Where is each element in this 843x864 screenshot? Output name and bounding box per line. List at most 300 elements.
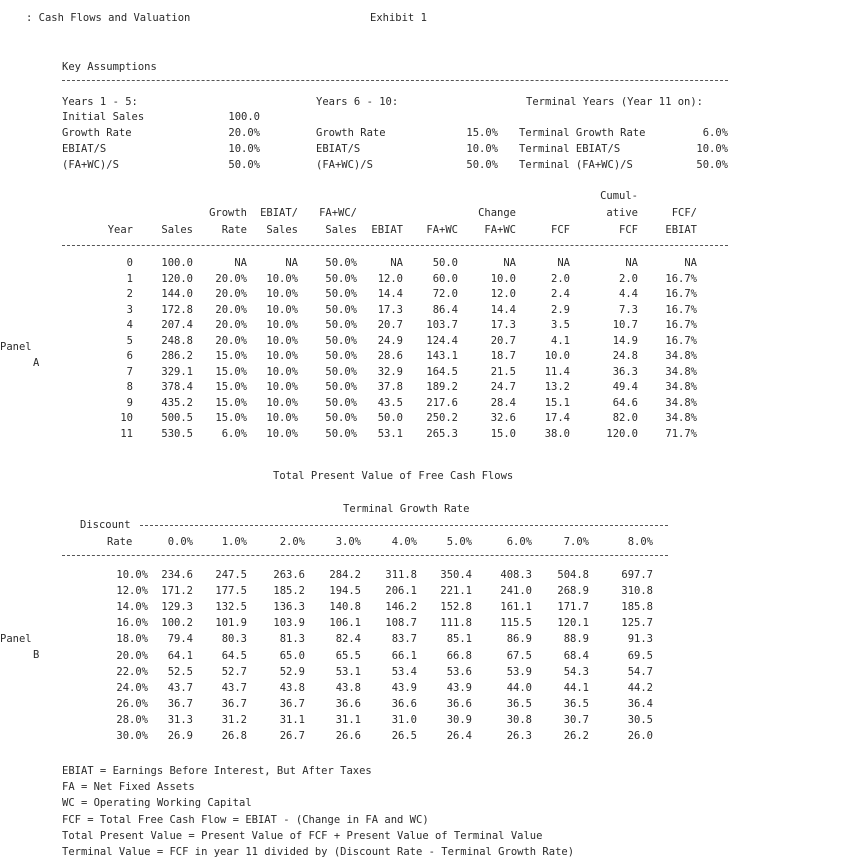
growth-rate-header: 8.0% <box>627 536 653 548</box>
table-cell: 9 <box>126 396 133 409</box>
footnote: WC = Operating Working Capital <box>62 797 252 810</box>
table-cell: 221.1 <box>440 585 472 598</box>
table-cell: 32.9 <box>377 365 403 378</box>
table-cell: 120.0 <box>606 427 638 440</box>
table-cell: 26.6 <box>335 730 361 742</box>
table-cell: NA <box>503 257 516 269</box>
table-cell: 53.9 <box>506 665 532 678</box>
table-cell: 50.0% <box>325 350 357 362</box>
table-cell: 13.2 <box>544 381 570 393</box>
panel-b-label: Panel <box>0 633 32 645</box>
table-cell: 378.4 <box>161 381 193 393</box>
table-cell: 106.1 <box>329 617 361 630</box>
discount-rate-cell: 18.0% <box>116 633 148 646</box>
table-cell: 7 <box>126 365 133 378</box>
assumption-label: Growth Rate <box>62 127 132 139</box>
discount-rate-cell: 30.0% <box>116 730 148 742</box>
table-cell: 17.4 <box>544 412 570 424</box>
table-cell: NA <box>390 257 403 269</box>
discount-rate-cell: 24.0% <box>116 681 148 694</box>
table-cell: 435.2 <box>161 396 193 409</box>
table-cell: 136.3 <box>273 601 305 614</box>
growth-rate-header: 5.0% <box>446 536 472 548</box>
table-cell: 53.4 <box>391 665 417 678</box>
panel-b-title: Total Present Value of Free Cash Flows <box>273 470 514 482</box>
discount-label: Discount <box>80 519 131 531</box>
assumption-label: Terminal EBIAT/S <box>519 143 621 155</box>
table-cell: 152.8 <box>440 601 472 614</box>
column-header: FCF/ <box>671 207 697 219</box>
table-cell: 31.3 <box>167 713 193 726</box>
table-cell: 91.3 <box>627 633 653 646</box>
table-cell: 17.3 <box>377 303 403 316</box>
table-cell: 26.7 <box>279 730 305 742</box>
footnote: Total Present Value = Present Value of FCF + Present Value of Terminal Value <box>62 829 543 842</box>
assumption-value: 50.0% <box>228 159 260 171</box>
assumption-label: EBIAT/S <box>316 143 361 155</box>
table-cell: 185.8 <box>621 601 653 614</box>
table-cell: 36.6 <box>446 697 472 710</box>
footnote: EBIAT = Earnings Before Interest, But After Taxes <box>62 765 372 777</box>
assumption-label: (FA+WC)/S <box>316 159 373 171</box>
table-cell: 43.8 <box>279 681 305 694</box>
table-cell: 50.0 <box>432 257 458 269</box>
table-cell: 50.0% <box>325 319 357 331</box>
table-cell: 11.4 <box>544 365 570 378</box>
exhibit-label: Exhibit 1 <box>370 12 427 24</box>
table-cell: 20.0% <box>215 288 247 300</box>
table-cell: 171.7 <box>557 601 589 614</box>
table-cell: 31.1 <box>279 713 305 726</box>
table-cell: 101.9 <box>215 617 247 630</box>
table-cell: 248.8 <box>161 334 193 347</box>
table-cell: 10.0% <box>266 350 298 362</box>
table-cell: 4.4 <box>619 288 638 300</box>
table-cell: 103.9 <box>273 617 305 630</box>
table-cell: 0 <box>126 257 133 269</box>
table-cell: 52.9 <box>279 665 305 678</box>
table-cell: 50.0% <box>325 381 357 393</box>
table-cell: 86.9 <box>506 633 532 646</box>
column-header: EBIAT/ <box>260 207 298 219</box>
table-cell: 206.1 <box>385 585 417 598</box>
table-cell: 172.8 <box>161 303 193 316</box>
table-cell: 30.7 <box>563 713 589 726</box>
table-cell: 207.4 <box>161 319 193 331</box>
table-cell: 14.9 <box>612 334 638 347</box>
table-cell: NA <box>684 257 697 269</box>
column-header: ative <box>606 207 638 219</box>
table-cell: 16.7% <box>665 288 697 300</box>
table-cell: 103.7 <box>426 319 458 331</box>
table-cell: 530.5 <box>161 427 193 440</box>
table-cell: 10.0% <box>266 427 298 440</box>
table-cell: 310.8 <box>621 585 653 598</box>
table-cell: 26.0 <box>627 730 653 742</box>
table-cell: 82.4 <box>335 633 361 646</box>
table-cell: 10.0% <box>266 288 298 300</box>
table-cell: 124.4 <box>426 334 458 347</box>
terminal-growth-rate-label: Terminal Growth Rate <box>343 503 470 515</box>
table-cell: 12.0 <box>490 288 516 300</box>
table-cell: 80.3 <box>221 633 247 646</box>
table-cell: 3.5 <box>551 319 570 331</box>
table-cell: 10.0% <box>266 334 298 347</box>
table-cell: NA <box>557 257 570 269</box>
assumption-value: 50.0% <box>696 159 728 171</box>
table-cell: 10.0 <box>544 350 570 362</box>
table-cell: 194.5 <box>329 585 361 598</box>
table-cell: 10.0% <box>266 412 298 424</box>
table-cell: 31.2 <box>221 713 247 726</box>
table-cell: 250.2 <box>426 412 458 424</box>
table-cell: 30.8 <box>506 713 532 726</box>
years-1-5-title: Years 1 - 5: <box>62 96 138 108</box>
panel-a-letter: A <box>33 357 40 369</box>
key-assumptions-heading: Key Assumptions <box>62 61 157 73</box>
growth-rate-header: 2.0% <box>279 536 305 548</box>
table-cell: 10.0% <box>266 396 298 409</box>
table-cell: NA <box>625 257 638 269</box>
table-cell: 71.7% <box>665 427 697 440</box>
table-cell: 69.5 <box>627 649 653 662</box>
table-cell: 7.3 <box>619 303 638 316</box>
table-cell: 64.6 <box>612 396 638 409</box>
assumption-value: 15.0% <box>466 127 498 139</box>
column-header: Sales <box>266 224 298 236</box>
assumption-label: EBIAT/S <box>62 143 107 155</box>
table-cell: 164.5 <box>426 365 458 378</box>
table-cell: 132.5 <box>215 601 247 614</box>
table-cell: 24.8 <box>612 350 638 362</box>
discount-rate-cell: 28.0% <box>116 713 148 726</box>
footnote: FA = Net Fixed Assets <box>62 781 195 794</box>
table-cell: 36.7 <box>221 697 247 710</box>
table-cell: 20.7 <box>490 334 516 347</box>
table-cell: 53.6 <box>446 665 472 678</box>
table-cell: 171.2 <box>161 585 193 598</box>
growth-rate-header: 0.0% <box>167 536 193 548</box>
table-cell: 143.1 <box>426 350 458 362</box>
table-cell: 54.3 <box>563 665 589 678</box>
growth-rate-header: 1.0% <box>221 536 247 548</box>
table-cell: 5 <box>126 334 133 347</box>
discount-rate-cell: 10.0% <box>116 569 148 581</box>
table-cell: 43.8 <box>335 681 361 694</box>
table-cell: 72.0 <box>432 288 458 300</box>
assumption-label: (FA+WC)/S <box>62 159 119 171</box>
table-cell: 26.4 <box>446 730 472 742</box>
column-header: Rate <box>221 224 247 236</box>
table-cell: 4 <box>126 319 133 331</box>
table-cell: 50.0% <box>325 334 357 347</box>
table-cell: 10.0% <box>266 303 298 316</box>
table-cell: 20.0% <box>215 334 247 347</box>
divider <box>62 555 668 556</box>
table-cell: 36.7 <box>279 697 305 710</box>
assumption-label: Growth Rate <box>316 127 386 139</box>
panel-b-letter: B <box>33 649 40 661</box>
column-header: FA+WC <box>426 224 458 236</box>
table-cell: 28.6 <box>377 350 403 362</box>
table-cell: 26.2 <box>563 730 589 742</box>
table-cell: 65.5 <box>335 649 361 662</box>
column-header: Change <box>478 207 516 219</box>
table-cell: 6 <box>126 350 133 362</box>
table-cell: 31.0 <box>391 713 417 726</box>
column-header: Growth <box>209 207 247 219</box>
table-cell: 66.1 <box>391 649 417 662</box>
table-cell: 20.0% <box>215 303 247 316</box>
table-cell: 15.0% <box>215 350 247 362</box>
table-cell: 34.8% <box>665 381 697 393</box>
table-cell: 43.9 <box>391 681 417 694</box>
table-cell: 161.1 <box>500 601 532 614</box>
table-cell: 53.1 <box>335 665 361 678</box>
table-cell: 50.0% <box>325 303 357 316</box>
years-6-10-title: Years 6 - 10: <box>316 96 399 108</box>
table-cell: 43.7 <box>167 681 193 694</box>
footnote: FCF = Total Free Cash Flow = EBIAT - (Change in FA and WC) <box>62 813 429 826</box>
table-cell: 234.6 <box>161 569 193 581</box>
table-cell: 36.4 <box>627 697 653 710</box>
table-cell: 44.2 <box>627 681 653 694</box>
table-cell: 36.6 <box>335 697 361 710</box>
divider <box>62 80 728 81</box>
table-cell: 36.6 <box>391 697 417 710</box>
table-cell: 36.5 <box>506 697 532 710</box>
table-cell: 26.3 <box>506 730 532 742</box>
table-cell: 115.5 <box>500 617 532 630</box>
assumption-label: Terminal Growth Rate <box>519 127 646 139</box>
table-cell: 64.5 <box>221 649 247 662</box>
discount-rate-cell: 12.0% <box>116 585 148 598</box>
growth-rate-header: 3.0% <box>335 536 361 548</box>
assumption-label: Initial Sales <box>62 111 145 123</box>
table-cell: 108.7 <box>385 617 417 630</box>
table-cell: 34.8% <box>665 365 697 378</box>
table-cell: 120.0 <box>161 272 193 285</box>
table-cell: 44.0 <box>506 681 532 694</box>
footnote: Terminal Value = FCF in year 11 divided by (Discount Rate - Terminal Growth Rate) <box>62 846 575 858</box>
table-cell: 50.0% <box>325 257 357 269</box>
table-cell: 50.0% <box>325 272 357 285</box>
table-cell: 140.8 <box>329 601 361 614</box>
table-cell: 500.5 <box>161 412 193 424</box>
table-cell: 17.3 <box>490 319 516 331</box>
table-cell: 329.1 <box>161 365 193 378</box>
column-header: Sales <box>161 224 193 236</box>
table-cell: 247.5 <box>215 569 247 581</box>
table-cell: 185.2 <box>273 585 305 598</box>
table-cell: 36.3 <box>612 365 638 378</box>
discount-rate-cell: 26.0% <box>116 697 148 710</box>
discount-rate-cell: 16.0% <box>116 617 148 630</box>
table-cell: 15.1 <box>544 396 570 409</box>
table-cell: 146.2 <box>385 601 417 614</box>
table-cell: 82.0 <box>612 412 638 424</box>
table-cell: 83.7 <box>391 633 417 646</box>
table-cell: 50.0% <box>325 288 357 300</box>
table-cell: 286.2 <box>161 350 193 362</box>
column-header: EBIAT <box>371 224 403 236</box>
document-title: : Cash Flows and Valuation <box>26 12 191 24</box>
discount-rate-cell: 22.0% <box>116 665 148 678</box>
assumption-value: 20.0% <box>228 127 260 139</box>
terminal-years-title: Terminal Years (Year 11 on): <box>526 96 704 108</box>
table-cell: 28.4 <box>490 396 516 409</box>
table-cell: 79.4 <box>167 633 193 646</box>
assumption-value: 6.0% <box>702 127 728 139</box>
table-cell: 68.4 <box>563 649 589 662</box>
discount-rate-cell: 20.0% <box>116 649 148 662</box>
table-cell: 67.5 <box>506 649 532 662</box>
assumption-value: 10.0% <box>696 143 728 155</box>
table-cell: 10.0% <box>266 272 298 285</box>
table-cell: 697.7 <box>621 569 653 581</box>
table-cell: 36.7 <box>167 697 193 710</box>
table-cell: 81.3 <box>279 633 305 646</box>
table-cell: 20.0% <box>215 319 247 331</box>
table-cell: 2.0 <box>619 272 638 285</box>
growth-rate-header: 4.0% <box>391 536 417 548</box>
column-header: FA+WC <box>484 224 516 236</box>
table-cell: 177.5 <box>215 585 247 598</box>
table-cell: 66.8 <box>446 649 472 662</box>
table-cell: 32.6 <box>490 412 516 424</box>
table-cell: 12.0 <box>377 272 403 285</box>
table-cell: 504.8 <box>557 569 589 581</box>
table-cell: 15.0% <box>215 396 247 409</box>
table-cell: 15.0% <box>215 381 247 393</box>
assumption-value: 100.0 <box>228 111 260 123</box>
table-cell: 26.9 <box>167 730 193 742</box>
table-cell: 408.3 <box>500 569 532 581</box>
divider <box>140 525 668 526</box>
table-cell: 30.9 <box>446 713 472 726</box>
table-cell: 50.0% <box>325 412 357 424</box>
table-cell: 26.5 <box>391 730 417 742</box>
table-cell: 144.0 <box>161 288 193 300</box>
table-cell: 10.0% <box>266 381 298 393</box>
table-cell: NA <box>285 257 298 269</box>
table-cell: 8 <box>126 381 133 393</box>
column-header: FCF <box>619 224 638 236</box>
column-header: FA+WC/ <box>319 207 357 219</box>
table-cell: 16.7% <box>665 303 697 316</box>
column-header: Year <box>107 224 133 236</box>
table-cell: 2 <box>126 288 133 300</box>
column-header: Sales <box>325 224 357 236</box>
table-cell: 30.5 <box>627 713 653 726</box>
table-cell: 14.4 <box>377 288 403 300</box>
table-cell: 34.8% <box>665 396 697 409</box>
discount-rate-cell: 14.0% <box>116 601 148 614</box>
table-cell: 6.0% <box>221 427 247 440</box>
table-cell: 24.7 <box>490 381 516 393</box>
table-cell: 10.0% <box>266 319 298 331</box>
table-cell: 43.5 <box>377 396 403 409</box>
table-cell: 129.3 <box>161 601 193 614</box>
table-cell: 37.8 <box>377 381 403 393</box>
table-cell: 268.9 <box>557 585 589 598</box>
table-cell: 311.8 <box>385 569 417 581</box>
table-cell: 43.9 <box>446 681 472 694</box>
table-cell: 100.2 <box>161 617 193 630</box>
column-header: FCF <box>551 224 570 236</box>
table-cell: 24.9 <box>377 334 403 347</box>
table-cell: 50.0% <box>325 365 357 378</box>
table-cell: 14.4 <box>490 303 516 316</box>
assumption-value: 10.0% <box>228 143 260 155</box>
table-cell: 10.0 <box>490 272 516 285</box>
table-cell: 20.0% <box>215 272 247 285</box>
table-cell: 20.7 <box>377 319 403 331</box>
table-cell: 263.6 <box>273 569 305 581</box>
table-cell: 15.0 <box>490 427 516 440</box>
table-cell: 2.9 <box>551 303 570 316</box>
table-cell: 54.7 <box>627 665 653 678</box>
table-cell: 217.6 <box>426 396 458 409</box>
assumption-label: Terminal (FA+WC)/S <box>519 159 633 171</box>
table-cell: 60.0 <box>432 272 458 285</box>
table-cell: 2.4 <box>551 288 570 300</box>
table-cell: 50.0% <box>325 427 357 440</box>
table-cell: 11 <box>120 427 133 440</box>
column-header: EBIAT <box>665 224 697 236</box>
table-cell: 125.7 <box>621 617 653 630</box>
growth-rate-header: 7.0% <box>563 536 589 548</box>
table-cell: 10.0% <box>266 365 298 378</box>
table-cell: 241.0 <box>500 585 532 598</box>
rate-label: Rate <box>107 536 133 548</box>
table-cell: 34.8% <box>665 350 697 362</box>
table-cell: 50.0 <box>377 412 403 424</box>
column-header: Cumul- <box>600 190 638 202</box>
table-cell: 284.2 <box>329 569 361 581</box>
table-cell: 16.7% <box>665 272 697 285</box>
table-cell: 10.7 <box>612 319 638 331</box>
table-cell: 21.5 <box>490 365 516 378</box>
table-cell: 2.0 <box>551 272 570 285</box>
table-cell: 65.0 <box>279 649 305 662</box>
table-cell: 100.0 <box>161 257 193 269</box>
table-cell: 64.1 <box>167 649 193 662</box>
table-cell: 50.0% <box>325 396 357 409</box>
table-cell: NA <box>234 257 247 269</box>
table-cell: 43.7 <box>221 681 247 694</box>
table-cell: 120.1 <box>557 617 589 630</box>
table-cell: 16.7% <box>665 334 697 347</box>
table-cell: 4.1 <box>551 334 570 347</box>
table-cell: 53.1 <box>377 427 403 440</box>
table-cell: 34.8% <box>665 412 697 424</box>
growth-rate-header: 6.0% <box>506 536 532 548</box>
panel-a-label: Panel <box>0 341 32 353</box>
table-cell: 10 <box>120 412 133 424</box>
table-cell: 3 <box>126 303 133 316</box>
table-cell: 36.5 <box>563 697 589 710</box>
table-cell: 49.4 <box>612 381 638 393</box>
table-cell: 52.7 <box>221 665 247 678</box>
table-cell: 16.7% <box>665 319 697 331</box>
table-cell: 38.0 <box>544 427 570 440</box>
table-cell: 18.7 <box>490 350 516 362</box>
table-cell: 26.8 <box>221 730 247 742</box>
table-cell: 85.1 <box>446 633 472 646</box>
divider <box>62 245 728 246</box>
table-cell: 111.8 <box>440 617 472 630</box>
